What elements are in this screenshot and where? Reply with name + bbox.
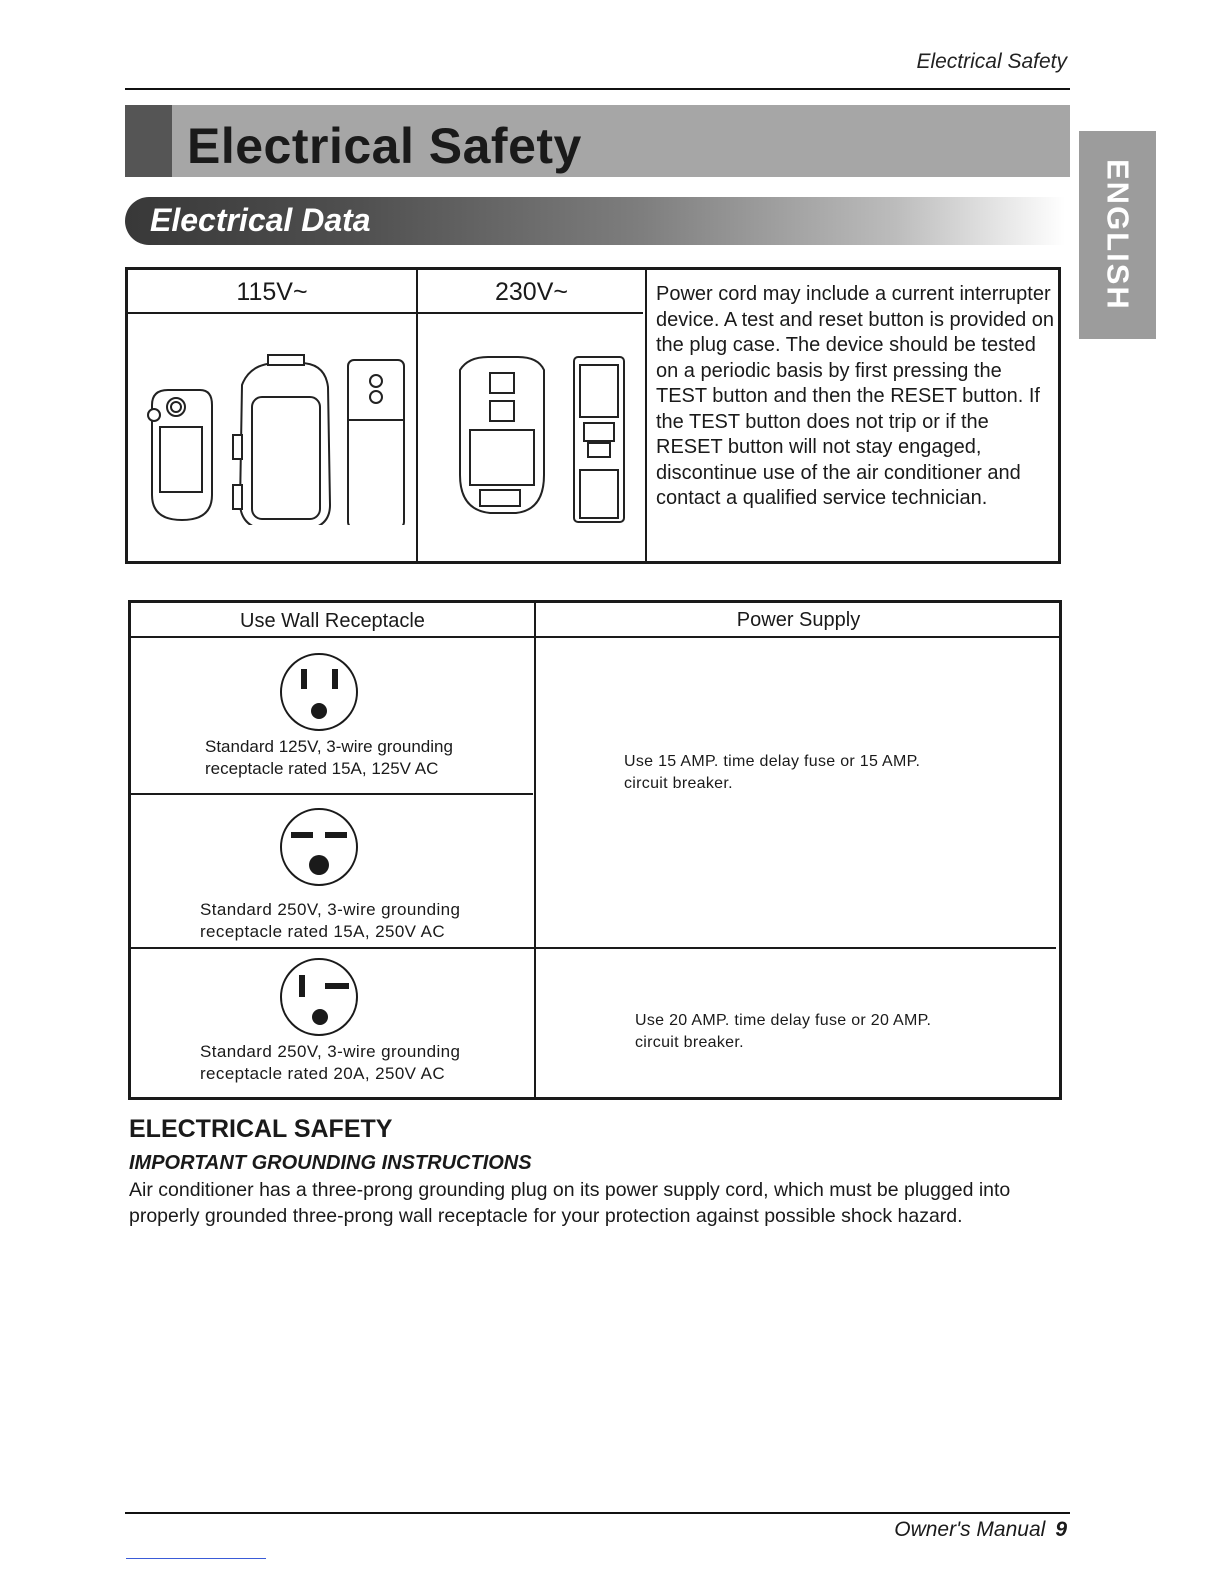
footer bbox=[894, 1518, 1067, 1542]
corner-line bbox=[126, 1558, 266, 1559]
supply-20a-text: Use 20 AMP. time delay fuse or 20 AMP. circuit breaker. bbox=[635, 1012, 932, 1051]
receptacle-label-250v-15a: Standard 250V, 3-wire grounding receptacle rated 15A, 250V AC bbox=[200, 900, 461, 941]
grounding-paragraph: Air conditioner has a three-prong grounding plug on its power supply cord, which must be plugged into properly grounded three-prong wall receptacle for your protection against possible shock hazard. bbox=[129, 1179, 1011, 1227]
receptacle-table-header-rule bbox=[131, 636, 1059, 638]
plug-table-divider bbox=[645, 270, 647, 561]
outlet-250v-20a-icon bbox=[277, 955, 361, 1039]
language-tab bbox=[1079, 131, 1156, 339]
safety-heading: ELECTRICAL SAFETY bbox=[129, 1115, 393, 1143]
receptacle-row-rule bbox=[131, 947, 1056, 949]
wall-receptacle-header: Use Wall Receptacle bbox=[240, 610, 425, 632]
running-header: Electrical Safety bbox=[916, 50, 1067, 73]
gfci-note: Power cord may include a current interrupter device. A test and reset button is provided on the plug case. The device should be tested on a periodic basis by first pressing the TEST button and then the RESET button. If the TEST button does not trip or if the RESET button will not stay engaged, discontinue use of the air conditioner and contact a qualified service technician. bbox=[656, 283, 1055, 509]
title-accent-block bbox=[125, 105, 172, 177]
footer-label: Owner's Manual bbox=[894, 1518, 1046, 1541]
receptacle-label-250v-20a: Standard 250V, 3-wire grounding receptacle rated 20A, 250V AC bbox=[200, 1042, 461, 1083]
plug-230v-illustration bbox=[428, 345, 638, 525]
section-title: Electrical Data bbox=[150, 202, 371, 238]
outlet-125v-15a-icon bbox=[277, 650, 361, 734]
header-rule bbox=[125, 88, 1070, 90]
grounding-subheading: IMPORTANT GROUNDING INSTRUCTIONS bbox=[129, 1152, 532, 1174]
language-tab-label: ENGLISH bbox=[1100, 159, 1136, 311]
receptacle-table-divider bbox=[534, 603, 536, 1097]
plug-115v-illustration bbox=[140, 345, 410, 525]
plug-table bbox=[125, 267, 1061, 564]
supply-15a-text: Use 15 AMP. time delay fuse or 15 AMP. circuit breaker. bbox=[624, 753, 921, 792]
plug-table-header-rule bbox=[128, 312, 643, 314]
footer-rule bbox=[125, 1512, 1070, 1514]
page-number: 9 bbox=[1055, 1518, 1067, 1541]
power-supply-header: Power Supply bbox=[736, 609, 861, 631]
page-title: Electrical Safety bbox=[187, 118, 582, 174]
outlet-250v-15a-icon bbox=[277, 805, 361, 889]
receptacle-row-rule bbox=[131, 793, 533, 795]
voltage-230-header: 230V~ bbox=[495, 278, 568, 306]
voltage-115-header: 115V~ bbox=[236, 278, 308, 306]
receptacle-table bbox=[128, 600, 1062, 1100]
receptacle-label-125v: Standard 125V, 3-wire grounding receptacle rated 15A, 125V AC bbox=[205, 737, 453, 778]
